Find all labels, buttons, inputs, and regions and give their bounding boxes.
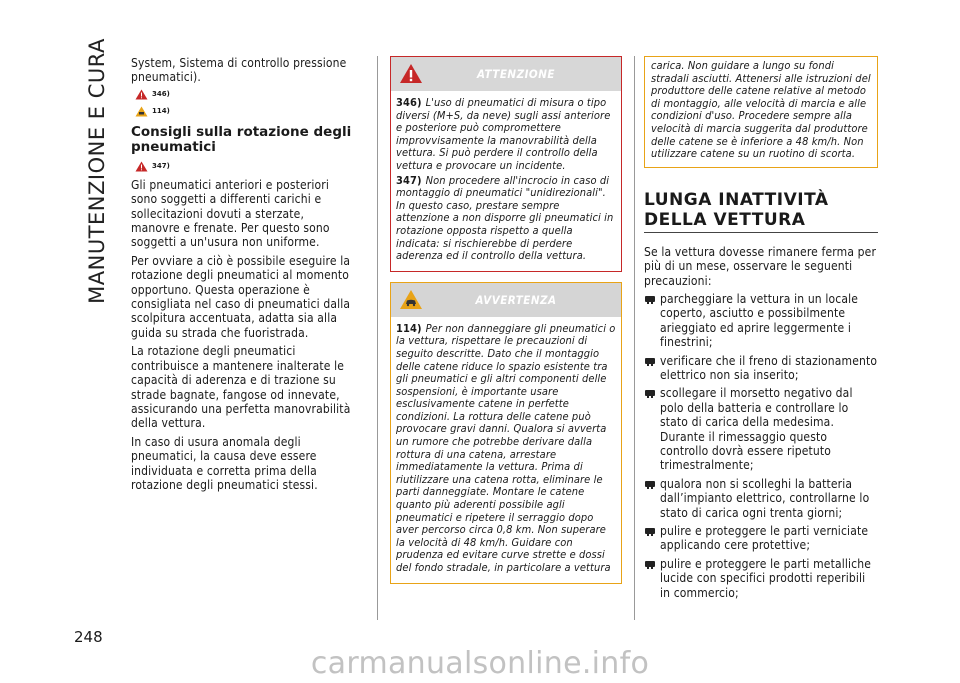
body-paragraph: In caso di usura anomala degli pneumatici, la causa deve essere individuata e corretta prima della rotazione degli pneumatici stessi. bbox=[131, 434, 318, 492]
list-item: pulire e proteggere le parti verniciate applicando cere protettive; bbox=[644, 524, 878, 557]
caution-reference-114: 114) bbox=[135, 106, 356, 117]
list-item: verificare che il freno di stazionamento elettrico non sia inserito; bbox=[644, 354, 878, 387]
danger-reference-347: 347) bbox=[135, 161, 356, 172]
column-right bbox=[644, 56, 878, 604]
danger-triangle-icon bbox=[135, 89, 148, 100]
car-bullet-icon bbox=[644, 526, 656, 536]
list-item: pulire e proteggere le parti metalliche lucide con specifici prodotti reperibili in commercio; bbox=[644, 557, 878, 604]
car-bullet-icon bbox=[644, 388, 656, 398]
attenzione-item-347: 347) Non procedere all'incrocio in caso di montaggio di pneumatici "unidirezionali". In questo caso, prestare sempre attenzione a non disporre gli pneumatici in rotazione opposta rispetto a quella indicata: si rischierebbe di perdere aderenza ed il controllo della vettura. bbox=[396, 173, 614, 263]
column-left bbox=[131, 56, 356, 496]
body-paragraph: Gli pneumatici anteriori e posteriori sono soggetti a differenti carichi e sollecitazioni dovuti a sterzate, manovre e frenate. Per questo sono soggetti a un'usura non uniforme. bbox=[131, 177, 330, 250]
subheading-tire-rotation: Consigli sulla rotazione degli pneumatici bbox=[131, 123, 352, 155]
attenzione-box bbox=[390, 56, 622, 272]
list-item: qualora non si scolleghi la batteria dall’impianto elettrico, controllarne lo stato di carica ogni trenta giorni; bbox=[644, 477, 878, 524]
avvertenza-item-114: 114) Per non danneggiare gli pneumatici o la vettura, rispettare le precauzioni di seguito descritte. Dato che il montaggio delle catene riduce lo spazio esistente tra gli pneumatici e gli altri componenti delle sospensioni, è importante usare esclusivamente catene in perfette condizioni. La rottura delle catene può provocare gravi danni. Qualora si avverta un rumore che potrebbe derivare dalla rottura di una catena, arrestare immediatamente la vettura. Prima di riutilizzare una catena rotta, eliminare le parti danneggiate. Montare le catene quanto più aderenti possibile agli pneumatici e ripetere il serraggio dopo aver percorso circa 0,8 km. Non superare la velocità di 48 km/h. Guidare con prudenza ed evitare curve strette e dossi del fondo stradale, in particolare a vettura bbox=[396, 321, 616, 574]
column-middle bbox=[390, 56, 622, 594]
car-bullet-icon bbox=[644, 479, 656, 489]
body-paragraph: Per ovviare a ciò è possibile eseguire la rotazione degli pneumatici al momento opportuno. Questa operazione è consigliata nel caso di pneumatici dalla scolpitura accentuata, adatta sia alla guida su strada che fuoristrada. bbox=[131, 253, 351, 340]
attenzione-header: ATTENZIONE bbox=[391, 57, 621, 91]
car-caution-icon bbox=[135, 106, 148, 117]
list-item: parcheggiare la vettura in un locale coperto, asciutto e possibilmente arieggiato ed aprire leggermente i finestrini; bbox=[644, 292, 878, 354]
car-bullet-icon bbox=[644, 559, 656, 569]
avvertenza-continued-text: carica. Non guidare a lungo su fondi stradali asciutti. Attenersi alle istruzioni del produttore delle catene relative al metodo di montaggio, alle velocità di marcia e alle condizioni d'uso. Procedere sempre alla velocità di marcia suggerita dal produttore delle catene se è inferiore a 48 km/h. Non utilizzare catene su un ruotino di scorta. bbox=[651, 59, 871, 161]
danger-triangle-icon bbox=[135, 161, 148, 172]
car-bullet-icon bbox=[644, 294, 656, 304]
side-chapter-title: MANUTENZIONE E CURA bbox=[85, 38, 109, 304]
column-divider bbox=[377, 56, 378, 620]
section-heading-long-inactivity: LUNGA INATTIVITÀ DELLA VETTURA bbox=[644, 190, 878, 233]
watermark: carmanualsonline.info bbox=[310, 646, 650, 681]
column-divider bbox=[634, 56, 635, 620]
section-intro: Se la vettura dovesse rimanere ferma per più di un mese, osservare le seguenti precauzioni: bbox=[644, 244, 877, 288]
page-number: 248 bbox=[74, 628, 103, 646]
list-item: scollegare il morsetto negativo dal polo della batteria e controllare lo stato di carica della medesima. Durante il rimessaggio questo controllo dovrà essere ripetuto trimestralmente; bbox=[644, 386, 878, 476]
avvertenza-continued-box bbox=[644, 56, 878, 168]
danger-reference-346: 346) bbox=[135, 89, 356, 100]
intro-paragraph: System, Sistema di controllo pressione pneumatici). bbox=[131, 56, 347, 85]
avvertenza-box bbox=[390, 282, 622, 584]
attenzione-item-346: 346) L'uso di pneumatici di misura o tipo diversi (M+S, da neve) sugli assi anteriore e posteriore può compromettere improvvisamente la manovrabilità della vettura. Si può perdere il controllo della vettura e provocare un incidente. bbox=[396, 96, 611, 172]
car-bullet-icon bbox=[644, 356, 656, 366]
avvertenza-header: AVVERTENZA bbox=[391, 283, 621, 317]
body-paragraph: La rotazione degli pneumatici contribuisce a mantenere inalterate le capacità di aderenza e di trazione su strade bagnate, fangose od innevate, assicurando una perfetta manovrabilità della vettura. bbox=[131, 344, 351, 431]
